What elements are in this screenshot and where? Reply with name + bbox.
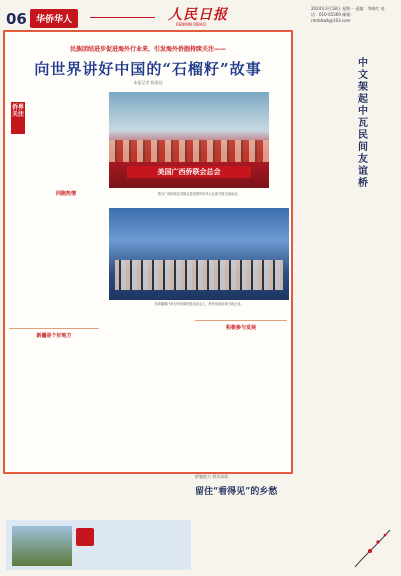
photo-caption-1: 图为广西侨联宣讲团走进美国华侨华人社团开展交流活动。: [157, 192, 241, 196]
article-kicker: 民族团结进步促进海外行业来，引发海外侨胞持续关注——: [69, 46, 226, 53]
photo-event: [109, 208, 289, 300]
main-article: [3, 30, 293, 474]
text-block: [103, 322, 191, 466]
subheading-2: 新疆是个好地方: [36, 333, 72, 339]
article-label-badge: 侨界关注: [11, 102, 25, 134]
bottom-title: 留住“看得见”的乡愁: [195, 487, 278, 497]
article-byline: 本报记者 陈嘉佳: [133, 80, 163, 85]
footer-feature: [6, 520, 191, 570]
photo-caption-2: 在新疆喀什举行的侨商投资洽谈会上，海外侨商参观当地企业。: [154, 302, 244, 306]
page-number: 06: [6, 10, 27, 28]
right-text-top: [294, 30, 350, 70]
text-block: [29, 92, 103, 188]
plum-blossom-decoration-icon: [350, 525, 395, 570]
footer-image: [12, 526, 72, 566]
photo-crowd: [109, 140, 269, 162]
text-block: [9, 340, 99, 466]
vertical-headline: 中文架起中瓦民间友谊桥: [358, 58, 368, 189]
subheading-3: 积极参与发展: [225, 325, 256, 331]
right-text-block: [294, 80, 350, 160]
photo-group: [109, 92, 269, 188]
subheading-1: 同胞热情: [55, 191, 76, 197]
text-block: [9, 198, 105, 296]
article-headline: 向世界讲好中国的“石榴籽”故事: [34, 60, 262, 78]
right-text-block: [294, 166, 394, 466]
section-divider: [9, 328, 99, 329]
text-block: [195, 332, 287, 466]
header-rule: [90, 17, 155, 18]
header-meta: 2024年3月18日 星期一 责编：李晓红 电话：010-65369 邮箱：rmrbhwb@163.com: [311, 6, 385, 23]
photo-banner: 美国广西侨联会总会: [127, 166, 251, 178]
footer-badge-icon: [76, 528, 94, 546]
section-badge: 华侨华人: [30, 9, 78, 28]
bottom-left-text: [6, 474, 191, 516]
section-divider: [195, 320, 287, 321]
bottom-kicker: 侨胞助力 侨乡添彩: [195, 474, 229, 479]
photo-people: [115, 260, 283, 290]
newspaper-logo-sub: RENMIN RIBAO: [176, 22, 206, 27]
newspaper-logo: 人民日报: [168, 7, 228, 23]
